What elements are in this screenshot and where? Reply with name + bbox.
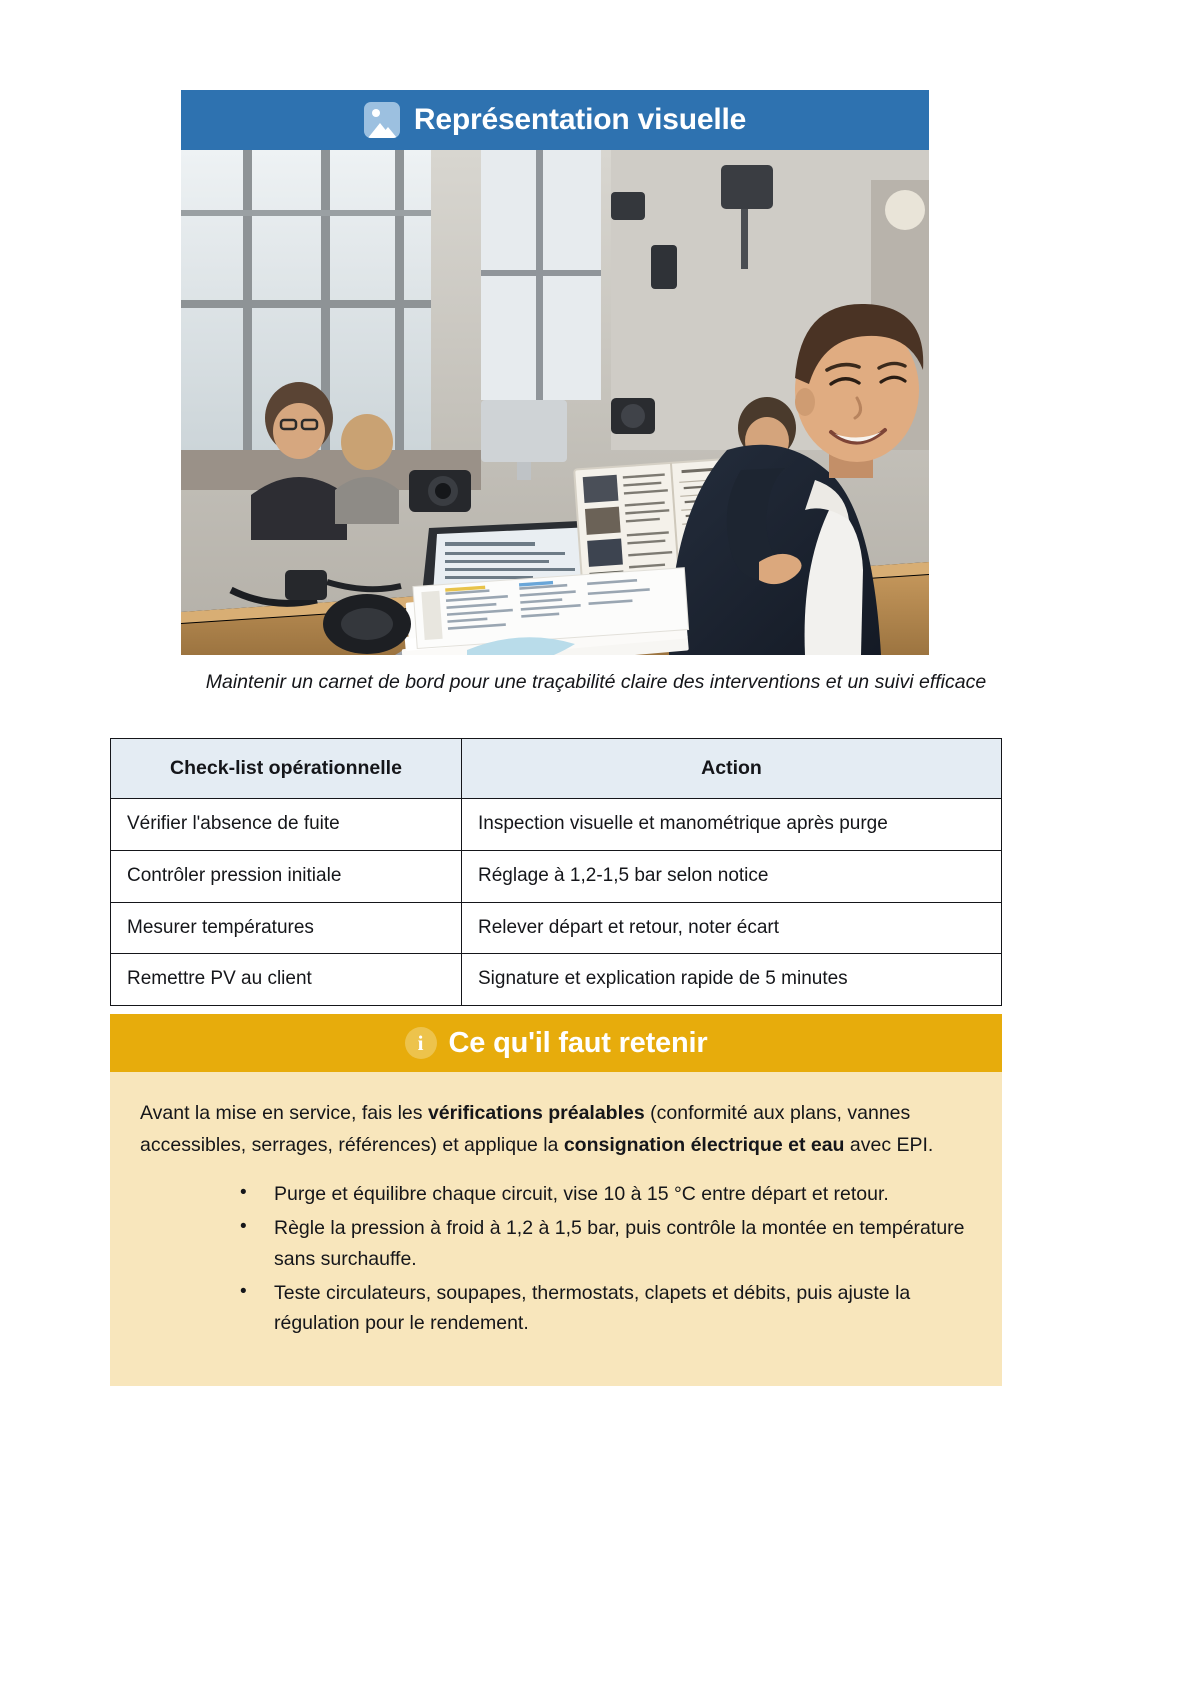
callout-banner bbox=[110, 1014, 1002, 1072]
image-icon bbox=[364, 102, 400, 138]
key-takeaways-callout bbox=[110, 1014, 1002, 1386]
callout-paragraph bbox=[140, 1098, 972, 1161]
image-caption: Maintenir un carnet de bord pour une traçabilité claire des interventions et un suivi efficace bbox=[205, 671, 987, 693]
table-row bbox=[111, 851, 1002, 903]
table-cell-checklist: Remettre PV au client bbox=[111, 954, 462, 1006]
table-cell-action: Inspection visuelle et manométrique après purge bbox=[462, 799, 1002, 851]
table-cell-action: Relever départ et retour, noter écart bbox=[462, 902, 1002, 954]
callout-bullet-item: • Purge et équilibre chaque circuit, vise 10 à 15 °C entre départ et retour. bbox=[240, 1179, 972, 1210]
table-row bbox=[111, 902, 1002, 954]
callout-bullet-item: • Règle la pression à froid à 1,2 à 1,5 bar, puis contrôle la montée en température sans surchauffe. bbox=[240, 1213, 972, 1275]
callout-paragraph-bold1: vérifications préalables bbox=[427, 1102, 645, 1124]
callout-bullet-list bbox=[140, 1179, 972, 1339]
visual-section-banner bbox=[181, 90, 929, 150]
table-cell-checklist: Contrôler pression initiale bbox=[111, 851, 462, 903]
callout-title: Ce qu'il faut retenir bbox=[448, 1026, 708, 1059]
info-icon: i bbox=[405, 1027, 437, 1059]
table-header-checklist: Check-list opérationnelle bbox=[111, 739, 462, 799]
operational-checklist-table bbox=[110, 738, 1002, 1006]
callout-paragraph-bold2: consignation électrique et eau bbox=[563, 1133, 845, 1156]
callout-paragraph-part2: (conformité aux plans, vannes accessibles, serrages, références) et applique la bbox=[140, 1102, 911, 1156]
table-header-row bbox=[111, 739, 1002, 799]
callout-bullet-item: • Teste circulateurs, soupapes, thermostats, clapets et débits, puis ajuste la régulation pour le rendement. bbox=[240, 1278, 972, 1340]
callout-paragraph-part1: Avant la mise en service, fais les bbox=[140, 1102, 428, 1124]
table-header-action: Action bbox=[462, 739, 1002, 799]
photo-workshop-notebook bbox=[181, 150, 929, 655]
callout-body bbox=[110, 1072, 1002, 1386]
visual-section-title: Représentation visuelle bbox=[413, 103, 747, 136]
table-row bbox=[111, 954, 1002, 1006]
table-cell-action: Signature et explication rapide de 5 minutes bbox=[462, 954, 1002, 1006]
callout-paragraph-part3: avec EPI. bbox=[844, 1133, 934, 1156]
table-row bbox=[111, 799, 1002, 851]
visual-representation-section bbox=[181, 90, 987, 697]
table-cell-checklist: Mesurer températures bbox=[111, 902, 462, 954]
table-cell-checklist: Vérifier l'absence de fuite bbox=[111, 799, 462, 851]
table-cell-action: Réglage à 1,2-1,5 bar selon notice bbox=[462, 851, 1002, 903]
